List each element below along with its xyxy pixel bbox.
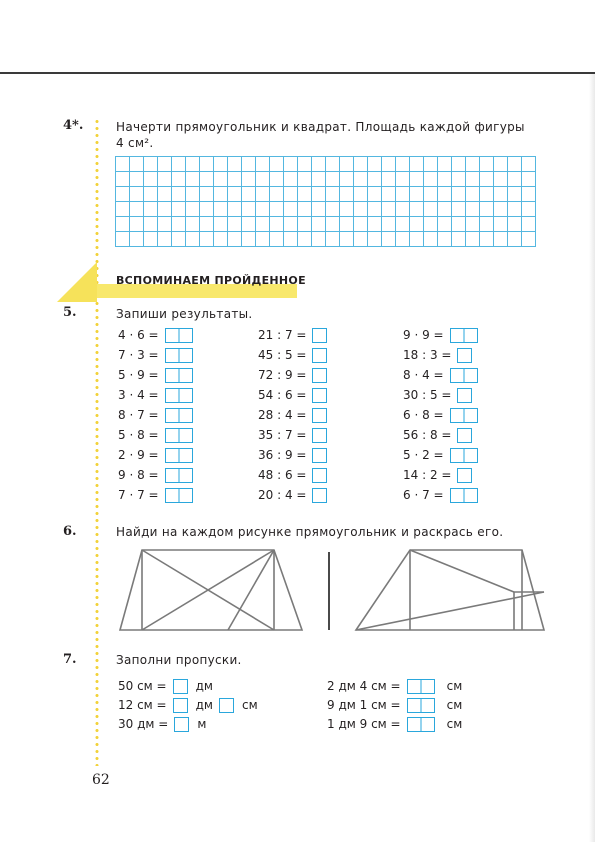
answer-box-double[interactable] (165, 408, 193, 423)
task-6-number: 6. (63, 524, 77, 539)
answer-box-double[interactable] (407, 698, 435, 713)
equation-text: 56 : 8 = (403, 428, 452, 442)
answer-box-double[interactable] (165, 488, 193, 503)
answer-box-double[interactable] (450, 328, 478, 343)
answer-box[interactable] (312, 468, 327, 483)
figure-1-line (228, 550, 274, 630)
equation-row (403, 487, 478, 503)
equation-row (118, 347, 193, 363)
equation-row (118, 327, 193, 343)
answer-box-double[interactable] (407, 717, 435, 732)
answer-box[interactable] (312, 328, 327, 343)
equation-row (118, 427, 193, 443)
equation-text: 28 : 4 = (258, 408, 307, 422)
equation-text: 6 · 8 = (403, 408, 444, 422)
equation-row (403, 427, 472, 443)
equation-text: 18 : 3 = (403, 348, 452, 362)
equation-row (403, 407, 478, 423)
section-heading: ВСПОМИНАЕМ ПРОЙДЕННОЕ (116, 274, 306, 287)
equation-row (403, 387, 472, 403)
figure-2-line (356, 592, 544, 630)
task-7-left-row-3: 30 дм = м (118, 717, 207, 731)
task-7-instruction: Заполни пропуски. (116, 653, 242, 667)
equation-row (118, 407, 193, 423)
equation-row (258, 467, 327, 483)
equation-text: 35 : 7 = (258, 428, 307, 442)
page-top-edge (0, 72, 595, 74)
answer-box[interactable] (312, 488, 327, 503)
task-7-number: 7. (63, 652, 77, 667)
equation-text: 4 · 6 = (118, 328, 159, 342)
answer-box-double[interactable] (450, 408, 478, 423)
answer-box[interactable] (312, 368, 327, 383)
answer-box-double[interactable] (450, 448, 478, 463)
answer-box-double[interactable] (165, 328, 193, 343)
equation-text: 48 : 6 = (258, 468, 307, 482)
task-7-left-row-1: 50 см = дм (118, 679, 213, 693)
answer-box[interactable] (457, 428, 472, 443)
margin-dotted-line (95, 118, 99, 766)
equation-row (118, 387, 193, 403)
equation-text: 14 : 2 = (403, 468, 452, 482)
equation-row (258, 327, 327, 343)
equation-text: 21 : 7 = (258, 328, 307, 342)
equation-text: 3 · 4 = (118, 388, 159, 402)
answer-box[interactable] (312, 448, 327, 463)
answer-box-double[interactable] (165, 448, 193, 463)
equation-text: 5 · 2 = (403, 448, 444, 462)
equation-row (118, 367, 193, 383)
answer-box[interactable] (457, 468, 472, 483)
equation-text: 7 · 3 = (118, 348, 159, 362)
equation-text: 8 · 7 = (118, 408, 159, 422)
answer-box-double[interactable] (165, 428, 193, 443)
equation-row (118, 447, 193, 463)
answer-box[interactable] (219, 698, 234, 713)
task-7-right-row-1: 2 дм 4 см = см (327, 679, 463, 693)
equation-text: 36 : 9 = (258, 448, 307, 462)
figure-2-line (410, 550, 514, 592)
task-7-right-row-2: 9 дм 1 см = см (327, 698, 463, 712)
task-4-number: 4*. (63, 118, 84, 133)
answer-box[interactable] (173, 679, 188, 694)
answer-box-double[interactable] (165, 368, 193, 383)
equation-row (258, 387, 327, 403)
answer-box[interactable] (457, 348, 472, 363)
equation-row (258, 407, 327, 423)
figure-1-trapezoid[interactable] (118, 544, 304, 632)
answer-box[interactable] (312, 348, 327, 363)
task-7-left-row-2: 12 см = дм см (118, 698, 258, 712)
equation-row (118, 487, 193, 503)
task-5-number: 5. (63, 305, 77, 320)
answer-box[interactable] (312, 388, 327, 403)
equation-row (258, 367, 327, 383)
equation-row (403, 447, 478, 463)
answer-box[interactable] (457, 388, 472, 403)
equation-text: 45 : 5 = (258, 348, 307, 362)
answer-box-double[interactable] (450, 368, 478, 383)
equation-text: 6 · 7 = (403, 488, 444, 502)
task-7-right-row-3: 1 дм 9 см = см (327, 717, 463, 731)
equation-text: 5 · 9 = (118, 368, 159, 382)
equation-row (118, 467, 193, 483)
figure-2-trapezoid[interactable] (354, 544, 546, 632)
equation-row (258, 427, 327, 443)
answer-box[interactable] (173, 698, 188, 713)
page-right-shadow (589, 74, 595, 842)
figures-divider (328, 552, 330, 630)
page-top-band (0, 0, 595, 74)
equation-text: 72 : 9 = (258, 368, 307, 382)
answer-box-double[interactable] (165, 468, 193, 483)
equation-row (258, 447, 327, 463)
answer-box-double[interactable] (450, 488, 478, 503)
answer-box[interactable] (174, 717, 189, 732)
equation-text: 8 · 4 = (403, 368, 444, 382)
equation-row (258, 487, 327, 503)
figure-2-outline (356, 550, 544, 630)
equation-text: 54 : 6 = (258, 388, 307, 402)
equation-row (403, 367, 478, 383)
equation-text: 9 · 8 = (118, 468, 159, 482)
page-number: 62 (92, 772, 110, 788)
equation-text: 20 : 4 = (258, 488, 307, 502)
answer-box[interactable] (312, 408, 327, 423)
section-marker-triangle (57, 262, 97, 302)
answer-box-double[interactable] (407, 679, 435, 694)
equation-text: 2 · 9 = (118, 448, 159, 462)
equation-text: 9 · 9 = (403, 328, 444, 342)
equation-row (403, 347, 472, 363)
equation-row (403, 467, 472, 483)
equation-text: 7 · 7 = (118, 488, 159, 502)
task-4-text-line1: Начерти прямоугольник и квадрат. Площадь каждой фигуры (116, 120, 525, 134)
equation-text: 30 : 5 = (403, 388, 452, 402)
answer-box[interactable] (312, 428, 327, 443)
answer-box-double[interactable] (165, 348, 193, 363)
equation-row (403, 327, 478, 343)
task-6-instruction: Найди на каждом рисунке прямоугольник и раскрась его. (116, 525, 504, 539)
task-5-instruction: Запиши результаты. (116, 307, 253, 321)
answer-box-double[interactable] (165, 388, 193, 403)
task-4-text-line2: 4 см². (116, 136, 154, 150)
equation-text: 5 · 8 = (118, 428, 159, 442)
equation-row (258, 347, 327, 363)
drawing-grid[interactable] (115, 156, 536, 247)
